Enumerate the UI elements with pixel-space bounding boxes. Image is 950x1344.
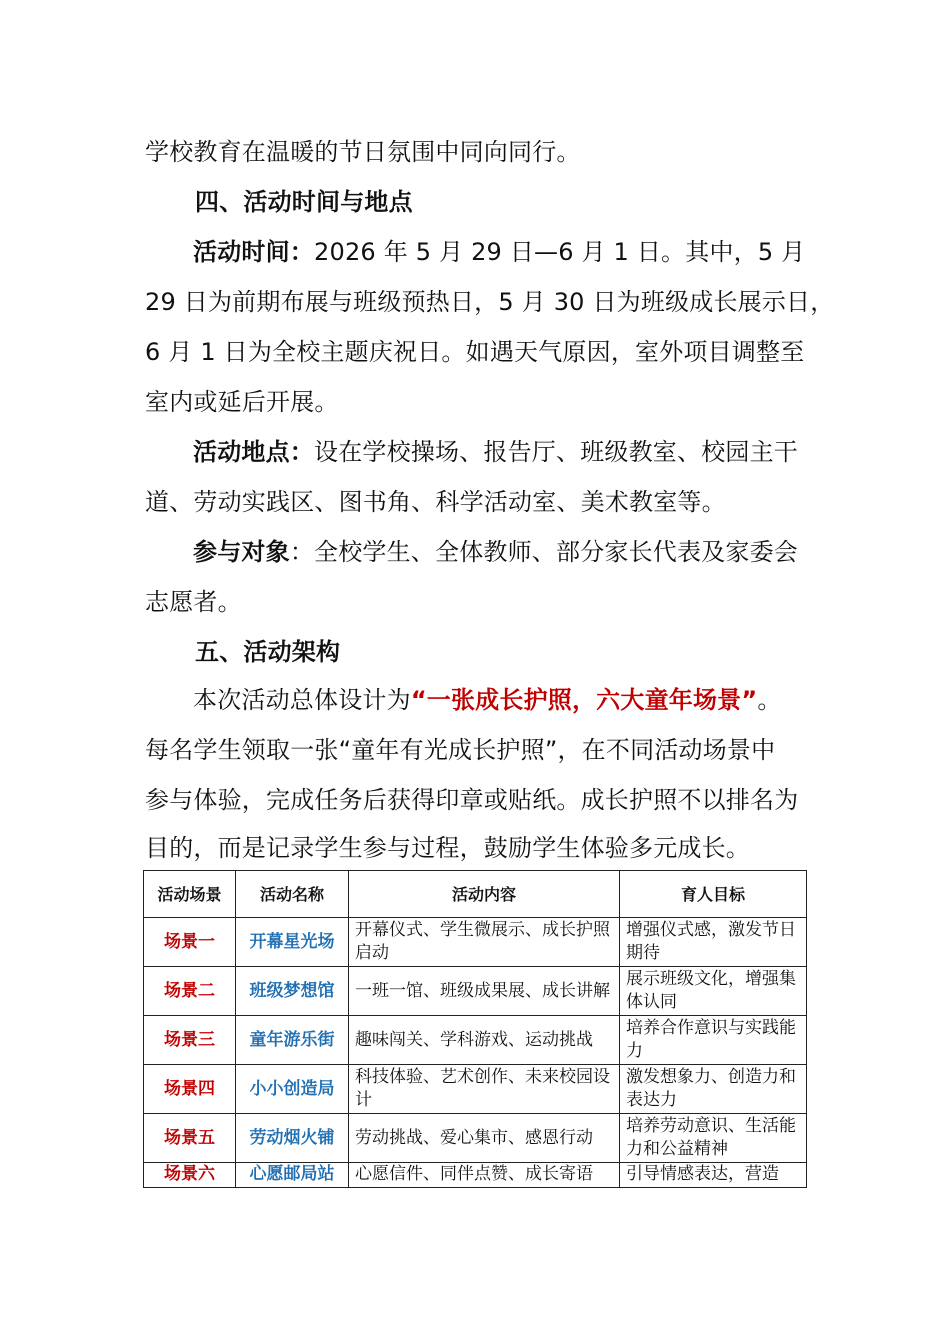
- goal-cell: 引导情感表达，营造: [620, 1163, 807, 1188]
- design-prefix: 本次活动总体设计为: [193, 686, 411, 714]
- goal-cell: 培养劳动意识、生活能力和公益精神: [620, 1114, 807, 1163]
- time-text: 2026 年 5 月 29 日—6 月 1 日。其中，5 月: [314, 238, 806, 266]
- design-line-3: 参与体验，完成任务后获得印章或贴纸。成长护照不以排名为: [145, 786, 799, 814]
- table-row: [144, 1114, 807, 1163]
- table-row: [144, 1065, 807, 1114]
- table-header-row: [144, 871, 807, 918]
- content-cell: 趣味闯关、学科游戏、运动挑战: [349, 1016, 620, 1065]
- scene-cell: 场景二: [144, 967, 236, 1016]
- target-text: ：全校学生、全体教师、部分家长代表及家委会: [289, 538, 799, 566]
- table-row: [144, 1163, 807, 1188]
- name-cell: 小小创造局: [236, 1065, 349, 1114]
- scene-cell: 场景五: [144, 1114, 236, 1163]
- table-row: [144, 918, 807, 967]
- goal-cell: 增强仪式感，激发节日期待: [620, 918, 807, 967]
- target-line-2: 志愿者。: [145, 588, 242, 616]
- table-row: [144, 1016, 807, 1065]
- design-highlight: “一张成长护照，六大童年场景”: [410, 686, 758, 714]
- time-line-1: [193, 237, 805, 267]
- header-goal: 育人目标: [620, 871, 807, 918]
- name-cell: 班级梦想馆: [236, 967, 349, 1016]
- place-line-2: 道、劳动实践区、图书角、科学活动室、美术教室等。: [145, 488, 726, 516]
- design-line-4: 目的，而是记录学生参与过程，鼓励学生体验多元成长。: [145, 834, 750, 862]
- design-suffix: 。: [757, 686, 782, 714]
- design-line-2: 每名学生领取一张“童年有光成长护照”，在不同活动场景中: [145, 736, 776, 764]
- scene-cell: 场景一: [144, 918, 236, 967]
- scene-cell: 场景六: [144, 1163, 236, 1188]
- name-cell: 心愿邮局站: [236, 1163, 349, 1188]
- time-line-2: 29 日为前期布展与班级预热日，5 月 30 日为班级成长展示日，: [145, 288, 835, 316]
- section-heading-4: 四、活动时间与地点: [195, 188, 413, 216]
- place-text: 设在学校操场、报告厅、班级教室、校园主干: [314, 438, 798, 466]
- section-heading-5: 五、活动架构: [195, 638, 341, 666]
- header-content: 活动内容: [349, 871, 620, 918]
- name-cell: 劳动烟火铺: [236, 1114, 349, 1163]
- content-cell: 劳动挑战、爱心集市、感恩行动: [349, 1114, 620, 1163]
- header-name: 活动名称: [236, 871, 349, 918]
- time-label: 活动时间：: [193, 238, 314, 266]
- content-cell: 心愿信件、同伴点赞、成长寄语: [349, 1163, 620, 1188]
- header-scene: 活动场景: [144, 871, 236, 918]
- content-cell: 一班一馆、班级成果展、成长讲解: [349, 967, 620, 1016]
- time-line-4: 室内或延后开展。: [145, 388, 339, 416]
- target-label: 参与对象: [193, 538, 290, 566]
- scene-cell: 场景三: [144, 1016, 236, 1065]
- goal-cell: 展示班级文化，增强集体认同: [620, 967, 807, 1016]
- time-line-3: 6 月 1 日为全校主题庆祝日。如遇天气原因，室外项目调整至: [145, 338, 805, 366]
- goal-cell: 激发想象力、创造力和表达力: [620, 1065, 807, 1114]
- table-row: [144, 967, 807, 1016]
- name-cell: 童年游乐街: [236, 1016, 349, 1065]
- name-cell: 开幕星光场: [236, 918, 349, 967]
- place-label: 活动地点：: [193, 438, 314, 466]
- activity-structure-table: [143, 870, 807, 1188]
- design-line-1: [193, 685, 782, 715]
- content-cell: 开幕仪式、学生微展示、成长护照启动: [349, 918, 620, 967]
- target-line-1: [193, 537, 798, 567]
- place-line-1: [193, 437, 798, 467]
- scene-cell: 场景四: [144, 1065, 236, 1114]
- paragraph-line: 学校教育在温暖的节日氛围中同向同行。: [145, 138, 581, 166]
- content-cell: 科技体验、艺术创作、未来校园设计: [349, 1065, 620, 1114]
- goal-cell: 培养合作意识与实践能力: [620, 1016, 807, 1065]
